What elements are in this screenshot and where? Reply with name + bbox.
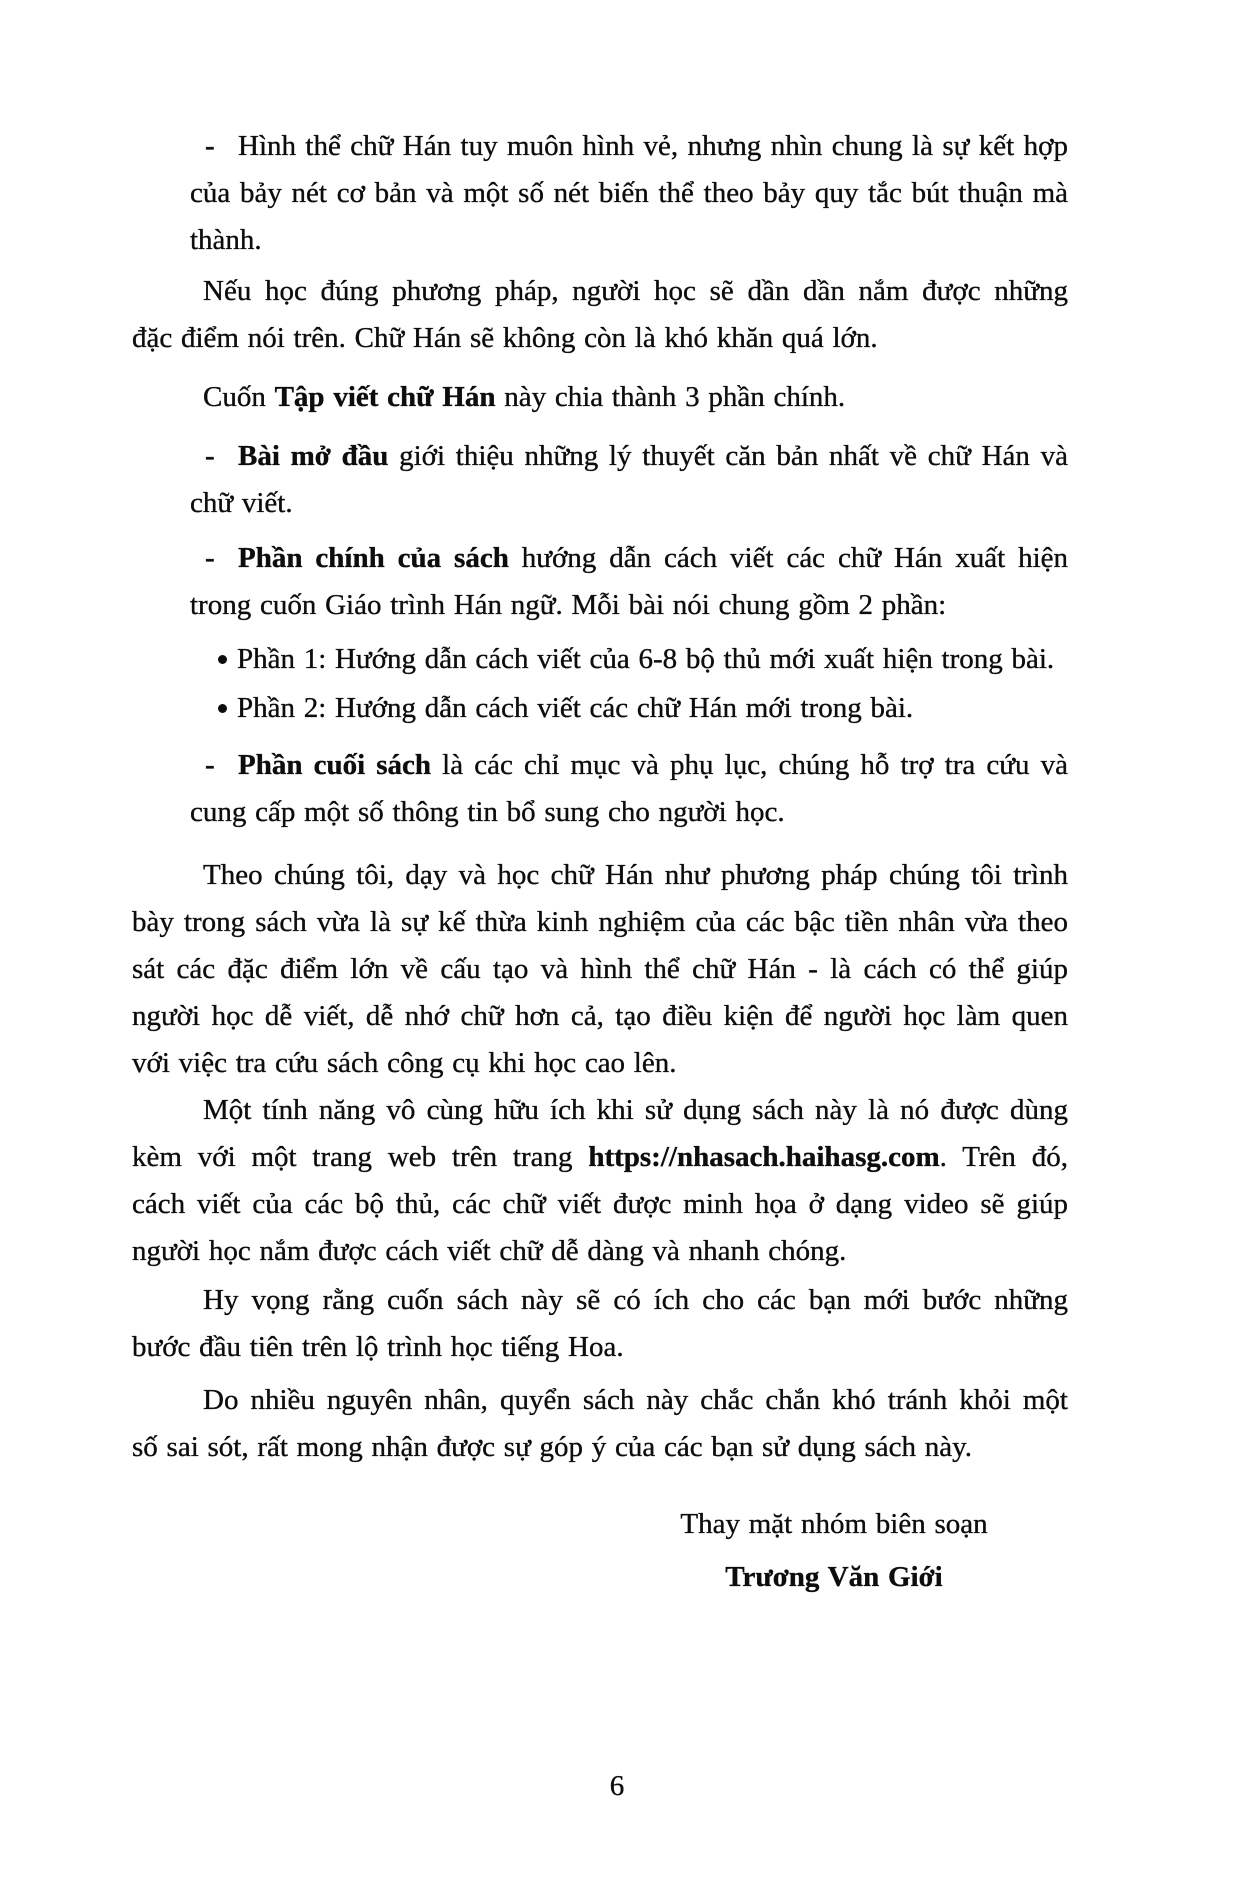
text-line — [190, 217, 1068, 264]
text-line — [132, 1377, 1068, 1424]
paragraph — [132, 374, 1068, 421]
dash-bullet-marker: - — [205, 440, 215, 472]
closing-signature — [678, 1501, 990, 1601]
text-line — [190, 535, 1068, 582]
text-line — [132, 374, 1068, 421]
dash-bullet-marker: - — [205, 749, 215, 781]
text-segment: thành. — [190, 224, 262, 256]
text-segment: Hình thể chữ Hán tuy muôn hình vẻ, nhưng nhìn chung là sự kết hợp — [238, 130, 1068, 162]
text-segment: sát các đặc điểm lớn về cấu tạo và hình thể chữ Hán - là cách có thể giúp — [132, 953, 1068, 985]
text-segment: hướng dẫn cách viết các chữ Hán xuất hiện — [508, 542, 1068, 574]
text-segment: Thay mặt nhóm biên soạn — [680, 1508, 988, 1540]
text-segment: là các chỉ mục và phụ lục, chúng hỗ trợ tra cứu và — [431, 749, 1068, 781]
bold-text-segment: Phần cuối sách — [238, 749, 432, 781]
text-segment: trong cuốn Giáo trình Hán ngữ. Mỗi bài nói chung gồm 2 phần: — [190, 589, 947, 621]
text-segment: bước đầu tiên trên lộ trình học tiếng Hoa. — [132, 1331, 624, 1363]
text-segment: bày trong sách vừa là sự kế thừa kinh nghiệm của các bậc tiền nhân vừa theo — [132, 906, 1068, 938]
text-line — [132, 1228, 1068, 1275]
paragraph — [132, 1277, 1068, 1371]
bold-text-segment: Trương Văn Giới — [725, 1561, 943, 1593]
paragraph — [132, 268, 1068, 362]
text-line — [190, 789, 1068, 836]
bold-text-segment: Bài mở đầu — [238, 440, 389, 472]
text-segment: Phần 1: Hướng dẫn cách viết của 6-8 bộ thủ mới xuất hiện trong bài. — [237, 643, 1055, 675]
text-line — [190, 742, 1068, 789]
text-segment: người học dễ viết, dễ nhớ chữ hơn cả, tạo điều kiện để người học làm quen — [132, 1000, 1068, 1032]
dot-bullet-marker — [218, 655, 227, 664]
text-segment: này chia thành 3 phần chính. — [495, 381, 846, 413]
text-segment: người học nắm được cách viết chữ dễ dàng và nhanh chóng. — [132, 1235, 847, 1267]
text-line — [132, 899, 1068, 946]
paragraph — [132, 1087, 1068, 1275]
text-line — [678, 1501, 990, 1548]
text-line — [132, 1134, 1068, 1181]
text-segment: đặc điểm nói trên. Chữ Hán sẽ không còn là khó khăn quá lớn. — [132, 322, 878, 354]
text-line — [678, 1554, 990, 1601]
page-number: 6 — [609, 1770, 625, 1802]
dash-item — [190, 123, 1068, 264]
text-segment: Theo chúng tôi, dạy và học chữ Hán như phương pháp chúng tôi trình — [203, 859, 1068, 891]
text-segment: chữ viết. — [190, 487, 293, 519]
bold-text-segment: Phần chính của sách — [238, 542, 509, 574]
text-line — [190, 433, 1068, 480]
text-segment: của bảy nét cơ bản và một số nét biến thể theo bảy quy tắc bút thuận mà — [190, 177, 1068, 209]
dash-item — [190, 742, 1068, 836]
text-segment: giới thiệu những lý thuyết căn bản nhất về chữ Hán và — [388, 440, 1069, 472]
text-segment: . Trên đó, — [939, 1141, 1069, 1173]
text-segment: Cuốn — [203, 381, 275, 413]
dot-bullet-marker — [218, 704, 227, 713]
text-line — [190, 480, 1068, 527]
text-segment: cung cấp một số thông tin bổ sung cho người học. — [190, 796, 785, 828]
text-line — [132, 993, 1068, 1040]
text-line — [132, 946, 1068, 993]
text-segment: Hy vọng rằng cuốn sách này sẽ có ích cho các bạn mới bước những — [203, 1284, 1068, 1316]
text-line — [132, 1087, 1068, 1134]
text-segment: Do nhiều nguyên nhân, quyển sách này chắc chắn khó tránh khỏi một — [203, 1384, 1068, 1416]
text-line — [132, 852, 1068, 899]
dash-item — [190, 535, 1068, 629]
text-line — [237, 685, 1068, 732]
dash-bullet-marker: - — [205, 130, 215, 162]
dash-bullet-marker: - — [205, 542, 215, 574]
text-segment: cách viết của các bộ thủ, các chữ viết được minh họa ở dạng video sẽ giúp — [132, 1188, 1068, 1220]
dash-item — [190, 433, 1068, 527]
text-line — [132, 1424, 1068, 1471]
text-line — [132, 268, 1068, 315]
text-segment: số sai sót, rất mong nhận được sự góp ý của các bạn sử dụng sách này. — [132, 1431, 973, 1463]
bullet-item — [237, 636, 1068, 683]
text-segment: Nếu học đúng phương pháp, người học sẽ dần dần nắm được những — [203, 275, 1068, 307]
paragraph — [132, 852, 1068, 1087]
text-line — [132, 315, 1068, 362]
text-line — [190, 582, 1068, 629]
text-line — [132, 1181, 1068, 1228]
text-line — [132, 1324, 1068, 1371]
text-segment: Phần 2: Hướng dẫn cách viết các chữ Hán mới trong bài. — [237, 692, 914, 724]
bold-text-segment: Tập viết chữ Hán — [274, 381, 496, 413]
text-line — [237, 636, 1068, 683]
paragraph — [132, 1377, 1068, 1471]
text-segment: kèm với một trang web trên trang — [132, 1141, 589, 1173]
text-line — [132, 1040, 1068, 1087]
text-blocks — [132, 123, 1068, 1601]
bold-text-segment: https://nhasach.haihasg.com — [588, 1141, 940, 1173]
text-line — [190, 170, 1068, 217]
text-segment: Một tính năng vô cùng hữu ích khi sử dụng sách này là nó được dùng — [203, 1094, 1068, 1126]
text-line — [190, 123, 1068, 170]
text-line — [132, 1277, 1068, 1324]
text-segment: với việc tra cứu sách công cụ khi học cao lên. — [132, 1047, 677, 1079]
bullet-item — [237, 685, 1068, 732]
